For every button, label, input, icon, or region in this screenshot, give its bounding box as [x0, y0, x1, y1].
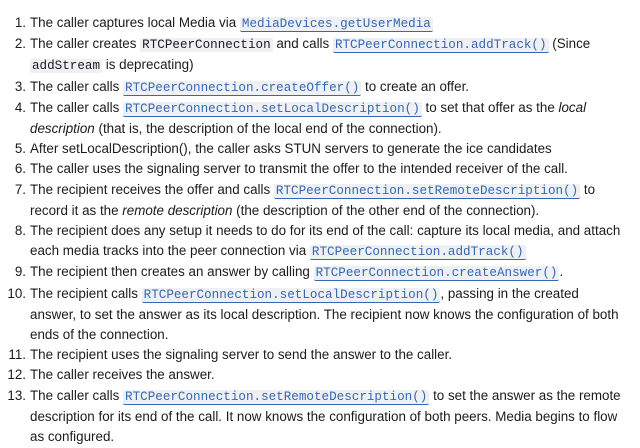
emphasis-text: remote description	[122, 202, 233, 218]
text-run: (that is, the description of the local end of the connection).	[94, 121, 442, 137]
emphasis-text: local description	[30, 99, 587, 137]
step-text	[30, 264, 563, 279]
step-text	[30, 347, 452, 362]
api-link[interactable]: RTCPeerConnection.setLocalDescription()	[125, 101, 420, 116]
text-run: The caller calls	[30, 78, 124, 94]
inline-code: addStream	[32, 59, 101, 74]
list-item	[0, 180, 640, 221]
api-link[interactable]: RTCPeerConnection.setLocalDescription()	[143, 287, 439, 302]
text-run: , passing in the created answer, to set the answer as its local description. The recipient now knows the configuration of both ends of the connection.	[30, 285, 619, 343]
step-text	[30, 141, 552, 156]
inline-code: RTCPeerConnection	[142, 38, 271, 53]
step-number: 11.	[8, 347, 26, 363]
step-number: 13.	[7, 387, 26, 403]
step-text	[30, 286, 619, 342]
api-link[interactable]: RTCPeerConnection.addTrack()	[334, 38, 547, 53]
list-item	[0, 345, 640, 365]
list-item	[0, 284, 640, 346]
step-number: 5.	[14, 141, 26, 157]
text-run: .	[559, 264, 564, 280]
list-item	[0, 262, 640, 283]
webrtc-steps-list	[0, 13, 640, 447]
text-run: The recipient then creates an answer by calling	[30, 264, 314, 280]
list-item	[0, 159, 640, 179]
list-item	[0, 386, 640, 448]
text-run: The caller captures local Media via	[30, 15, 240, 30]
step-number: 9.	[14, 264, 26, 280]
step-text	[30, 79, 469, 94]
list-item	[0, 365, 640, 385]
step-number: 3.	[14, 78, 26, 94]
step-number: 8.	[14, 223, 26, 239]
step-text	[30, 388, 621, 444]
api-link[interactable]: MediaDevices.getUserMedia	[241, 17, 431, 31]
api-link[interactable]: RTCPeerConnection.addTrack()	[311, 245, 524, 260]
text-run: The recipient receives the offer and calls	[30, 181, 274, 197]
text-run: to set that offer as the	[421, 99, 559, 115]
step-text	[30, 161, 568, 176]
list-item	[0, 34, 640, 76]
step-text	[30, 15, 433, 30]
list-item	[0, 139, 640, 159]
api-link[interactable]: RTCPeerConnection.createOffer()	[125, 80, 360, 95]
step-number: 6.	[14, 161, 26, 177]
text-run: (Since	[548, 36, 591, 52]
text-run: to set the answer as the remote description for its end of the call. It now knows the configuration of both peers. Media begins to flow as configured.	[30, 387, 621, 445]
list-item	[0, 221, 640, 262]
list-item	[0, 77, 640, 98]
step-number: 10.	[7, 285, 26, 301]
api-link[interactable]: RTCPeerConnection.setRemoteDescription()	[125, 389, 428, 404]
text-run: (the description of the other end of the connection).	[232, 202, 540, 218]
text-run: and calls	[272, 36, 333, 52]
step-number: 2.	[14, 36, 26, 52]
text-run: The caller calls	[30, 99, 124, 115]
text-run: After setLocalDescription(), the caller asks STUN servers to generate the ice candidates	[30, 141, 552, 157]
api-link[interactable]: RTCPeerConnection.createAnswer()	[315, 266, 558, 281]
text-run: The caller creates	[30, 36, 141, 52]
step-number: 1.	[14, 15, 26, 30]
text-run: The recipient does any setup it needs to do for its end of the call: capture its local media, and attach each media tracks into the peer connection via	[30, 223, 621, 259]
list-item	[0, 98, 640, 139]
text-run: to create an offer.	[361, 78, 470, 94]
step-number: 4.	[14, 99, 26, 115]
text-run: The caller uses the signaling server to transmit the offer to the intended receiver of the call.	[30, 161, 568, 177]
step-text	[30, 182, 595, 218]
step-text	[30, 36, 590, 72]
text-run: The recipient calls	[30, 285, 142, 301]
text-run: The caller receives the answer.	[30, 367, 215, 383]
text-run: The recipient uses the signaling server to send the answer to the caller.	[30, 347, 453, 363]
text-run: to record it as the	[30, 181, 596, 218]
step-number: 12.	[7, 367, 26, 383]
list-item	[0, 13, 640, 34]
step-text	[30, 367, 215, 382]
step-number: 7.	[14, 181, 26, 197]
step-text	[30, 223, 620, 258]
step-text	[30, 100, 586, 136]
text-run: The caller calls	[30, 387, 124, 403]
text-run: is deprecating)	[102, 57, 194, 73]
api-link[interactable]: RTCPeerConnection.setRemoteDescription()	[275, 183, 579, 198]
